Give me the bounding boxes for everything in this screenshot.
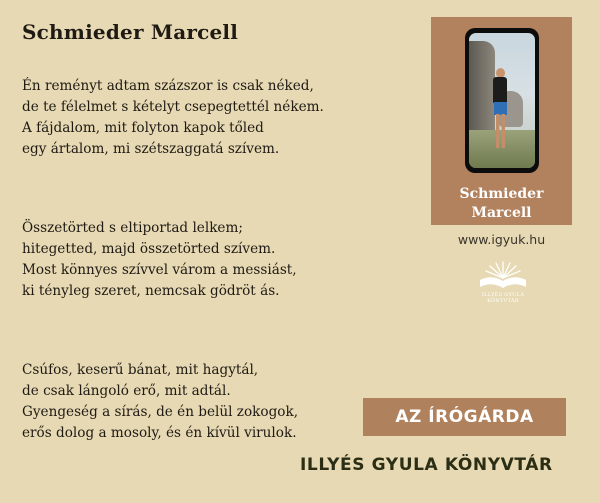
photo-caption-line: Schmieder: [459, 186, 544, 202]
open-book-sunburst-icon: [474, 258, 532, 292]
poem-line: de te félelmet s kételyt csepegtettél nékem.: [22, 99, 324, 115]
poem-line: Összetörted s eltiportad lelkem;: [22, 220, 243, 236]
poem-line: Csúfos, keserű bánat, mit hagytál,: [22, 362, 259, 378]
poem-line: Most könnyes szívvel várom a messiást,: [22, 262, 297, 278]
poem-line: Én reményt adtam százszor is csak néked,: [22, 78, 314, 94]
poem-line: ki tényleg szeret, nemcsak gödröt ás.: [22, 283, 280, 299]
author-photo: [469, 33, 535, 168]
poem-line: hitegetted, majd összetörted szívem.: [22, 241, 276, 257]
person-figure: [493, 77, 507, 103]
poem-line: A fájdalom, mit folyton kapok tőled: [22, 120, 264, 136]
poem-line: Gyengeség a sírás, de én belül zokogok,: [22, 404, 299, 420]
poem-stanza-3: [22, 360, 402, 444]
poem-stanza-2: [22, 218, 402, 302]
badge-label: AZ ÍRÓGÁRDA: [395, 407, 534, 427]
poem-stanza-1: [22, 76, 402, 160]
person-figure: [496, 114, 505, 148]
logo-text: KÖNYVTÁR: [487, 298, 519, 304]
photo-caption: [431, 185, 572, 223]
irogarda-badge: [363, 398, 566, 436]
library-logo: [474, 258, 532, 316]
poem-author-title: Schmieder Marcell: [22, 20, 238, 44]
author-photo-card: [431, 17, 572, 225]
library-name: ILLYÉS GYULA KÖNYVTÁR: [300, 455, 553, 475]
poem-line: de csak lángoló erő, mit adtál.: [22, 383, 231, 399]
photo-caption-line: Marcell: [471, 205, 532, 221]
poem-line: egy ártalom, mi szétszaggatá szívem.: [22, 141, 280, 157]
poem-line: erős dolog a mosoly, és én kívül virulok.: [22, 425, 297, 441]
phone-frame: [465, 28, 539, 173]
website-link[interactable]: www.igyuk.hu: [457, 232, 546, 247]
logo-text: ILLYÉS GYULA: [481, 292, 525, 298]
